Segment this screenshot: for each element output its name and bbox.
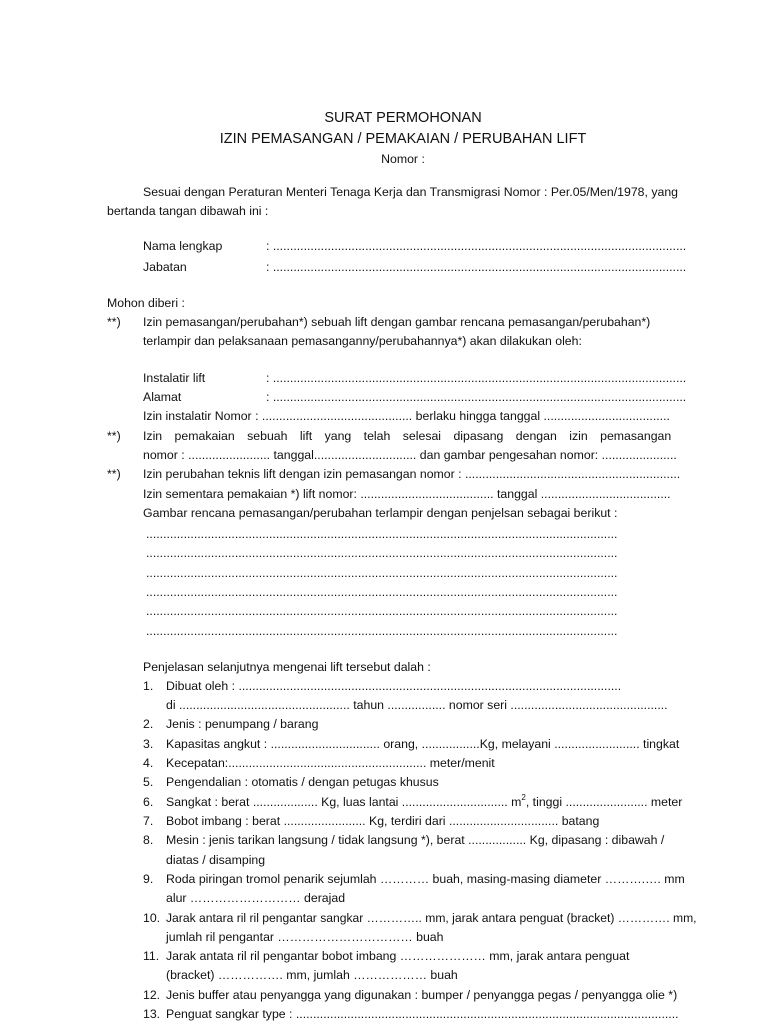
alamat-value: : .........................................................................................................................: [266, 390, 687, 404]
item-5-number: 5.: [143, 775, 154, 789]
dotted-line-5: ..........................................................................................................................................: [146, 604, 618, 618]
item-3-number: 3.: [143, 737, 154, 751]
item-7-number: 7.: [143, 814, 154, 828]
item-10-number: 10.: [143, 911, 161, 925]
request-p2-line-1: Izin pemakaian sebuah lift yang telah selesai dipasang dengan izin pemasangan: [143, 429, 672, 443]
item-2-text: Jenis : penumpang / barang: [166, 717, 319, 731]
item-13-number: 13.: [143, 1007, 161, 1021]
item-11-number: 11.: [143, 949, 160, 963]
jabatan-value: : .........................................................................................................................: [266, 260, 687, 274]
dotted-line-2: ..........................................................................................................................................: [146, 546, 618, 560]
request-p1-line-2: terlampir dan pelaksanaan pemasanganny/perubahannya*) akan dilakukan oleh:: [143, 334, 582, 348]
item-4-text: Kecepatan:.......................................................... meter/menit: [166, 756, 495, 770]
item-11-line-1: Jarak antata ril ril pengantar bobot imbang ………………… mm, jarak antara penguat: [166, 949, 630, 963]
request-heading: Mohon diberi :: [107, 296, 185, 310]
izin-instalatir-line: Izin instalatir Nomor : ............................................ berlaku hingga tanggal .....................................: [143, 409, 670, 423]
item-10-line-2: jumlah ril pengantar …………………………… buah: [166, 930, 444, 944]
request-p3-line-3: Gambar rencana pemasangan/perubahan terlampir dengan penjelsan sebagai berikut :: [143, 506, 618, 520]
details-heading: Penjelasan selanjutnya mengenai lift tersebut dalah :: [143, 660, 431, 674]
request-p1-line-1: [143, 314, 696, 330]
item-5-text: Pengendalian : otomatis / dengan petugas khusus: [166, 775, 439, 789]
item-4-number: 4.: [143, 756, 154, 770]
installer-label: Instalatir lift: [143, 371, 206, 385]
dotted-line-4: ..........................................................................................................................................: [146, 585, 618, 599]
item-6-part-1: Sangkat : berat ................... Kg, luas lantai ............................... m: [166, 795, 522, 809]
marker-1: **): [107, 315, 121, 329]
item-2-number: 2.: [143, 717, 154, 731]
item-1-line-1: Dibuat oleh : ................................................................................................................: [166, 679, 622, 693]
item-6-superscript: 2: [521, 793, 526, 802]
intro-line-1: Sesuai dengan Peraturan Menteri Tenaga Kerja dan Transmigrasi Nomor : Per.05/Men/1978, yang: [143, 185, 679, 199]
item-9-number: 9.: [143, 872, 154, 886]
item-6-text: [166, 794, 682, 810]
document-number: Nomor :: [381, 152, 425, 166]
item-9-line-1: Roda piringan tromol penarik sejumlah ………… buah, masing-masing diameter ……….…. mm: [166, 872, 685, 886]
item-8-number: 8.: [143, 833, 154, 847]
item-10-line-1: Jarak antara ril ril pengantar sangkar ………….. mm, jarak antara penguat (bracket) …………. mm,: [166, 911, 697, 925]
nama-value: : .........................................................................................................................: [266, 239, 687, 253]
marker-3: **): [107, 467, 121, 481]
request-p1-line-1-text: Izin pemasangan/perubahan*) sebuah lift dengan gambar rencana pemasangan/perubahan*): [143, 315, 651, 329]
item-1-line-2: di .................................................. tahun ................. nomor seri ..............................................: [166, 698, 668, 712]
item-7-text: Bobot imbang : berat ........................ Kg, terdiri dari ................................ batang: [166, 814, 600, 828]
nama-label: Nama lengkap: [143, 239, 223, 253]
item-8-line-2: diatas / disamping: [166, 853, 266, 867]
document-subtitle: IZIN PEMASANGAN / PEMAKAIAN / PERUBAHAN LIFT: [219, 131, 587, 147]
item-1-number: 1.: [143, 679, 154, 693]
request-p3-line-1: Izin perubahan teknis lift dengan izin pemasangan nomor : ...............................................................: [143, 467, 681, 481]
dotted-line-6: ..........................................................................................................................................: [146, 624, 618, 638]
request-p2-line-2: nomor : ........................ tanggal.............................. dan gambar pengesahan nomor: ......................: [143, 448, 677, 462]
document-title: SURAT PERMOHONAN: [324, 110, 482, 126]
item-6-part-2: , tinggi ........................ meter: [525, 795, 683, 809]
item-6-number: 6.: [143, 795, 154, 809]
installer-value: : .........................................................................................................................: [266, 371, 687, 385]
item-9-line-2: alur ……………………… derajad: [166, 891, 346, 905]
request-p3-line-2: Izin sementara pemakaian *) lift nomor: ....................................... tanggal ......................................: [143, 487, 671, 501]
intro-line-2: bertanda tangan dibawah ini :: [107, 204, 269, 218]
item-12-text: Jenis buffer atau penyangga yang digunakan : bumper / penyangga pegas / penyangga olie *): [166, 988, 678, 1002]
dotted-line-1: ..........................................................................................................................................: [146, 527, 618, 541]
item-12-number: 12.: [143, 988, 161, 1002]
dotted-line-3: ..........................................................................................................................................: [146, 566, 618, 580]
jabatan-label: Jabatan: [143, 260, 187, 274]
alamat-label: Alamat: [143, 390, 182, 404]
item-3-text: Kapasitas angkut : ................................ orang, .................Kg, melayani ......................... tingkat: [166, 737, 680, 751]
item-8-line-1: Mesin : jenis tarikan langsung / tidak langsung *), berat ................. Kg, dipasang : dibawah /: [166, 833, 665, 847]
item-13-text: Penguat sangkar type : ................................................................................................................: [166, 1007, 679, 1021]
marker-2: **): [107, 429, 121, 443]
item-11-line-2: (bracket) ……………. mm, jumlah ……………… buah: [166, 968, 458, 982]
